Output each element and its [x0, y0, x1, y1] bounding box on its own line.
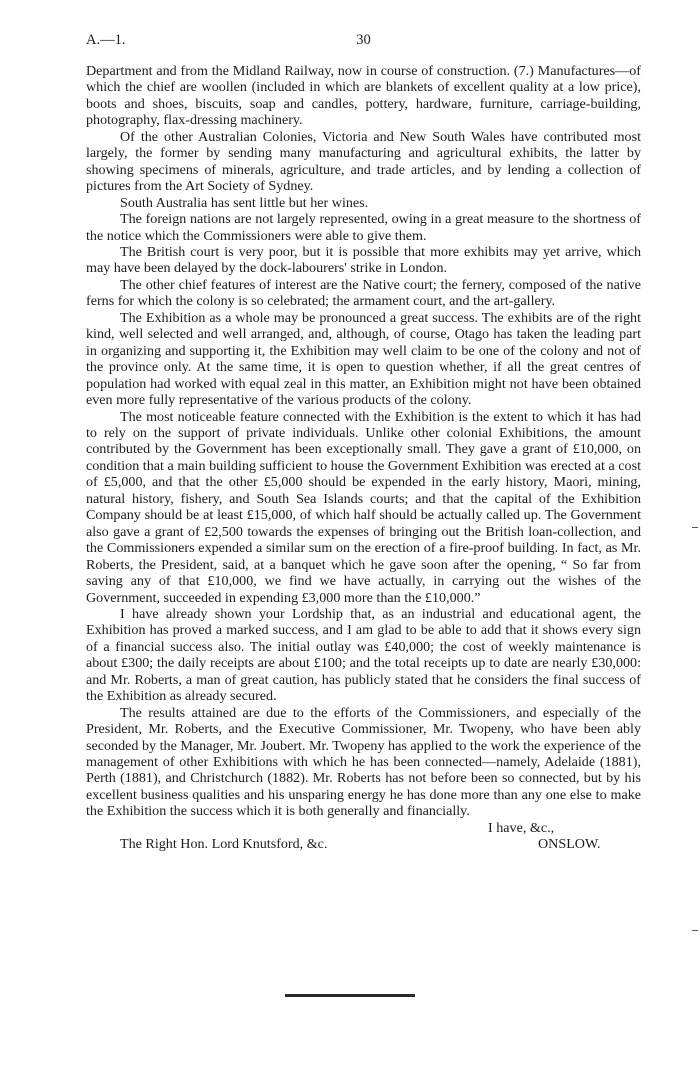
page-number: 30 — [356, 32, 371, 48]
closing-line-2 — [86, 836, 641, 852]
margin-tick — [692, 930, 698, 931]
paragraph-1: Department and from the Midland Railway, now in course of construction. (7.) Manufactures—of which the chief are woollen (included in which are blankets of excellent quality at a low price), boots and shoes, biscuits, soap and candles, pottery, hardware, furniture, carriage-building, photography, flax-dressing machinery. — [86, 63, 641, 129]
addressee: The Right Hon. Lord Knutsford, &c. — [120, 836, 328, 853]
paragraph-4: The foreign nations are not largely represented, owing in a great measure to the shortness of the notice which the Commissioners were able to give them. — [86, 211, 641, 244]
complimentary-close: I have, &c., — [488, 819, 555, 836]
paragraph-3: South Australia has sent little but her wines. — [120, 194, 369, 211]
margin-tick — [692, 527, 698, 528]
paragraph-6: The other chief features of interest are the Native court; the fernery, composed of the native ferns for which the colony is so celebrated; the armament court, and the art-gallery. — [86, 276, 641, 310]
paragraph-10: The results attained are due to the efforts of the Commissioners, and especially of the President, Mr. Roberts, and the Executive Commissioner, Mr. Twopeny, who have been ably seconded by the Manager, Mr. Joubert. Mr. Twopeny has applied to the work the experience of the management of other Exhibitions with which he has been connected—namely, Adelaide (1881), Perth (1881), and Christchurch (1882). Mr. Roberts has not before been so connected, but by his excellent business qualities and his unsparing energy he has done more than any one else to make the Exhibition the success which it is both generally and financially. — [86, 704, 641, 820]
paragraph-9: I have already shown your Lordship that, as an industrial and educational agent, the Exhibition has proved a marked success, and I am glad to be able to add that it shows every sign of a financial success also. The initial outlay was £40,000; the cost of weekly maintenance is about £300; the daily receipts are about £100; and the total receipts up to date are nearly £30,000: and Mr. Roberts, a man of great caution, has publicly stated that he considers the final success of the Exhibition as already secured. — [86, 605, 641, 705]
signature: ONSLOW. — [538, 836, 601, 853]
paragraph-2: Of the other Australian Colonies, Victoria and New South Wales have contributed most largely, the former by sending many manufacturing and agricultural exhibits, the latter by showing specimens of minerals, agriculture, and trade articles, and by lending a collection of pictures from the Art Society of Sydney. — [86, 128, 641, 195]
paragraph-5: The British court is very poor, but it is possible that more exhibits may yet arrive, which may have been delayed by the dock-labourers' strike in London. — [86, 243, 641, 277]
paragraph-7: The Exhibition as a whole may be pronounced a great success. The exhibits are of the right kind, well selected and well arranged, and, although, of course, Otago has taken the leading part in organizing and supporting it, the Exhibition may well claim to be one of the colony and not of the province only. At the same time, it is open to question whether, if all the great centres of population had worked with equal zeal in this matter, an Exhibition might not have been obtained even more fully representative of the various products of the colony. — [86, 309, 641, 409]
paragraph-8: The most noticeable feature connected with the Exhibition is the extent to which it has had to rely on the support of private individuals. Unlike other colonial Exhibitions, the amount contributed by the Government has been exceptionally small. They gave a grant of £10,000, on condition that a main building sufficient to house the Government Exhibition was erected at a cost of £5,000, and that the other £5,000 should be expended in the early history, Maori, mining, natural history, fishery, and South Sea Islands courts; and that the capital of the Exhibition Company should be at least £15,000, of which half should be actually called up. The Government also gave a grant of £2,500 towards the expenses of bringing out the British loan-collection, and the Commissioners expended a similar sum on the erection of a fire-proof building. In fact, as Mr. Roberts, the President, said, at a banquet which he gave soon after the opening, “ So far from saving any of that £10,000, we find we have actually, in carrying out the wishes of the Government, succeeded in expending £3,000 more than the £10,000.” — [86, 408, 641, 606]
document-reference: A.—1. — [86, 32, 126, 48]
closing-rule — [285, 994, 415, 997]
closing-line-1 — [86, 820, 641, 836]
body-text — [86, 63, 641, 853]
